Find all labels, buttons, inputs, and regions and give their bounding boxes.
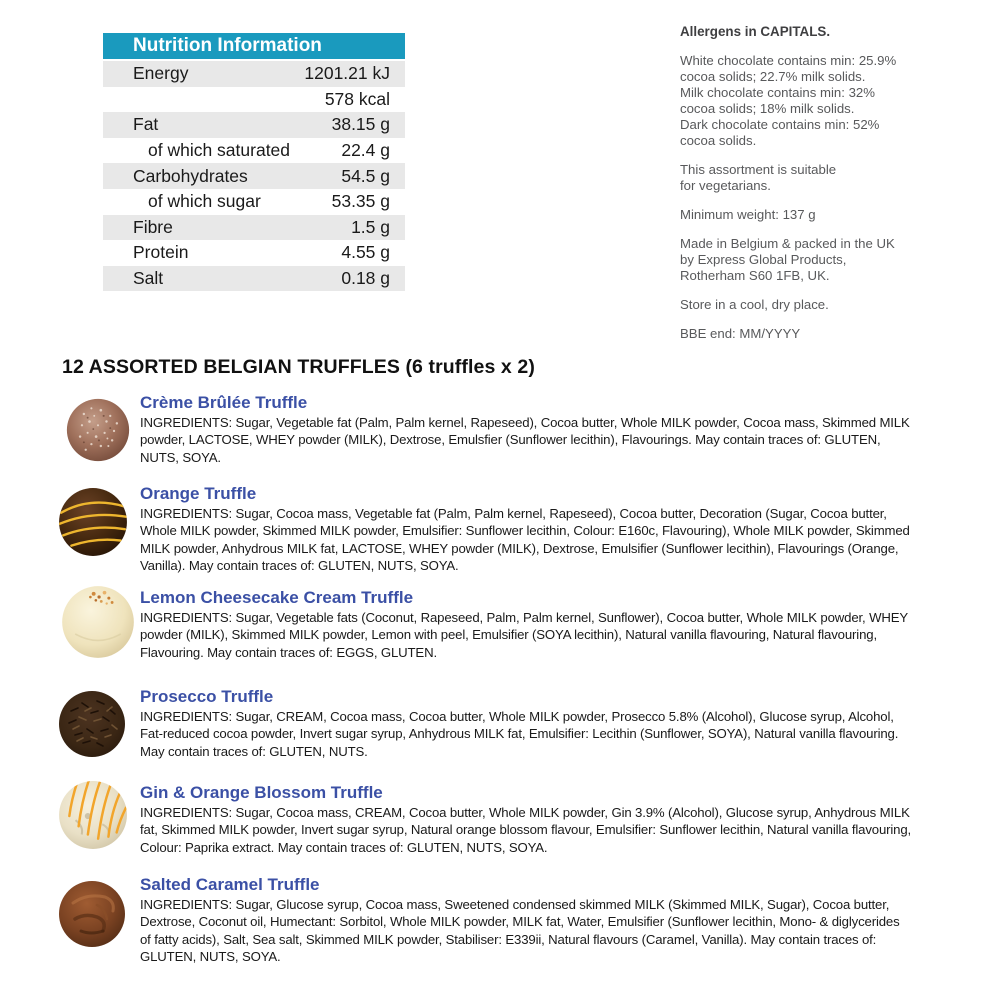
nutrition-table-title: Nutrition Information bbox=[103, 33, 405, 59]
nutrition-value: 22.4 g bbox=[341, 140, 390, 161]
nutrition-value: 578 kcal bbox=[324, 88, 390, 109]
nutrition-row-fat bbox=[103, 112, 405, 138]
nutrition-value: 53.35 g bbox=[331, 191, 390, 212]
info-line: Rotherham S60 1FB, UK. bbox=[680, 268, 830, 283]
truffle-ingredients: INGREDIENTS: Sugar, Cocoa mass, CREAM, Cocoa butter, Whole MILK powder, Gin 3.9% (Alcohol), Glucose syrup, Anhydrous MILK fat, Skimmed MILK powder, Invert sugar syrup, Natural orange blossom flavour, Emulsifier: Sunflower lecithin, Natural vanilla flavouring, Colour: Paprika extract. May contain traces of: GLUTEN, NUTS, SOYA. bbox=[140, 805, 912, 855]
prosecco-truffle-photo bbox=[57, 689, 127, 759]
nutrition-label: Fat bbox=[133, 114, 159, 135]
nutrition-label: Salt bbox=[133, 268, 164, 289]
nutrition-label: Fibre bbox=[133, 216, 173, 237]
info-line: by Express Global Products, bbox=[680, 252, 847, 267]
truffle-name: Crème Brûlée Truffle bbox=[140, 393, 308, 412]
truffle-name: Gin & Orange Blossom Truffle bbox=[140, 783, 383, 802]
orange-truffle-photo bbox=[57, 486, 129, 558]
assortment-heading: 12 ASSORTED BELGIAN TRUFFLES (6 truffles x 2) bbox=[62, 356, 535, 378]
truffle-name: Prosecco Truffle bbox=[140, 687, 274, 706]
truffle-section-prosecco bbox=[57, 687, 913, 760]
nutrition-row-fibre bbox=[103, 215, 405, 241]
best-before-date bbox=[680, 326, 904, 342]
truffle-section-creme-brulee bbox=[57, 393, 913, 466]
truffle-section-salted-caramel bbox=[57, 875, 913, 965]
info-line: cocoa solids; 18% milk solids. bbox=[680, 101, 855, 116]
storage-instruction bbox=[680, 297, 904, 313]
lemon-cheesecake-truffle-photo bbox=[60, 584, 136, 660]
nutrition-label: of which sugar bbox=[148, 191, 261, 212]
allergens-heading: Allergens in CAPITALS. bbox=[680, 24, 831, 39]
truffle-name: Lemon Cheesecake Cream Truffle bbox=[140, 588, 414, 607]
chocolate-solids-paragraph bbox=[680, 53, 904, 149]
info-line: cocoa solids. bbox=[680, 133, 757, 148]
truffle-section-gin-orange-blossom bbox=[57, 783, 913, 856]
truffle-name: Salted Caramel Truffle bbox=[140, 875, 320, 894]
nutrition-label: Carbohydrates bbox=[133, 165, 248, 186]
nutrition-value: 1.5 g bbox=[351, 216, 390, 237]
nutrition-value: 1201.21 kJ bbox=[304, 63, 390, 84]
info-line: BBE end: MM/YYYY bbox=[680, 326, 801, 341]
truffle-section-orange bbox=[57, 484, 913, 574]
creme-brulee-truffle-photo bbox=[65, 397, 131, 463]
nutrition-row-energy bbox=[103, 61, 405, 87]
truffle-ingredients: INGREDIENTS: Sugar, Vegetable fats (Coconut, Rapeseed, Palm, Palm kernel, Sunflower), Cocoa butter, Whole MILK powder, WHEY powder (MILK), Skimmed MILK powder, Lemon with peel, Emulsifier (SOYA lecithin), Natural vanilla flavouring, Natural flavouring, Flavouring. May contain traces of: EGGS, GLUTEN. bbox=[140, 610, 908, 660]
info-line: Dark chocolate contains min: 52% bbox=[680, 117, 880, 132]
nutrition-label: Energy bbox=[133, 63, 189, 84]
info-panel bbox=[680, 24, 904, 355]
info-line: Store in a cool, dry place. bbox=[680, 297, 829, 312]
minimum-weight bbox=[680, 207, 904, 223]
truffle-ingredients: INGREDIENTS: Sugar, CREAM, Cocoa mass, Cocoa butter, Whole MILK powder, Prosecco 5.8% (Alcohol), Glucose syrup, Alcohol, Fat-reduced cocoa powder, Invert sugar syrup, Anhydrous MILK fat, Emulsifier: Lecithin (Sunflower, SOYA), Natural vanilla flavouring. May contain traces of: GLUTEN, NUTS. bbox=[140, 709, 899, 759]
truffle-ingredients: INGREDIENTS: Sugar, Glucose syrup, Cocoa mass, Sweetened condensed skimmed MILK (Skimmed MILK, Sugar), Cocoa butter, Dextrose, Coconut oil, Humectant: Sorbitol, Whole MILK powder, MILK fat, Water, Emulsifier (Sunflower lecithin, Mono- & diglycerides of fatty acids), Salt, Sea salt, Skimmed MILK powder, Stabiliser: E339ii, Natural flavours (Caramel, Vanilla). May contain traces of: GLUTEN, NUTS, SOYA. bbox=[140, 897, 900, 964]
nutrition-value: 54.5 g bbox=[341, 165, 390, 186]
nutrition-row-protein bbox=[103, 240, 405, 266]
info-line: cocoa solids; 22.7% milk solids. bbox=[680, 69, 866, 84]
truffle-ingredients: INGREDIENTS: Sugar, Cocoa mass, Vegetable fat (Palm, Palm kernel, Rapeseed), Cocoa butter, Decoration (Sugar, Cocoa butter, Whole MILK powder, Skimmed MILK powder, Emulsifier: Sunflower lecithin, Colour: E160c, Flavouring), Whole MILK powder, Skimmed MILK powder, Anhydrous MILK fat, LACTOSE, WHEY powder (MILK), Dextrose, Emulsifier (Sunflower lecithin), Flavourings (Orange, Vanilla). May contain traces of: GLUTEN, NUTS, SOYA. bbox=[140, 506, 910, 573]
manufacturer-paragraph bbox=[680, 236, 904, 284]
truffle-name: Orange Truffle bbox=[140, 484, 257, 503]
nutrition-value: 38.15 g bbox=[331, 114, 390, 135]
gin-orange-blossom-truffle-photo bbox=[57, 779, 129, 851]
info-line: Milk chocolate contains min: 32% bbox=[680, 85, 875, 100]
nutrition-label: of which saturated bbox=[148, 140, 291, 161]
vegetarian-paragraph bbox=[680, 162, 904, 194]
nutrition-row-carbohydrates bbox=[103, 163, 405, 189]
nutrition-table bbox=[103, 33, 405, 291]
nutrition-row-salt bbox=[103, 266, 405, 292]
info-line: for vegetarians. bbox=[680, 178, 771, 193]
salted-caramel-truffle-photo bbox=[57, 879, 127, 949]
nutrition-value: 4.55 g bbox=[341, 242, 390, 263]
nutrition-label: Protein bbox=[133, 242, 189, 263]
info-line: This assortment is suitable bbox=[680, 162, 837, 177]
nutrition-row-sugar bbox=[103, 189, 405, 215]
nutrition-value: 0.18 g bbox=[341, 268, 390, 289]
truffle-ingredients: INGREDIENTS: Sugar, Vegetable fat (Palm, Palm kernel, Rapeseed), Cocoa butter, Whole MILK powder, Cocoa mass, Skimmed MILK powder, LACTOSE, WHEY powder (MILK), Dextrose, Emulsfier (Sunflower lecithin), Flavourings. May contain traces of: GLUTEN, NUTS, SOYA. bbox=[140, 415, 910, 465]
nutrition-row-energy-kcal bbox=[103, 87, 405, 113]
info-line: Made in Belgium & packed in the UK bbox=[680, 236, 895, 251]
nutrition-row-saturated bbox=[103, 138, 405, 164]
info-line: White chocolate contains min: 25.9% bbox=[680, 53, 897, 68]
info-line: Minimum weight: 137 g bbox=[680, 207, 816, 222]
truffle-section-lemon-cheesecake bbox=[57, 588, 913, 661]
